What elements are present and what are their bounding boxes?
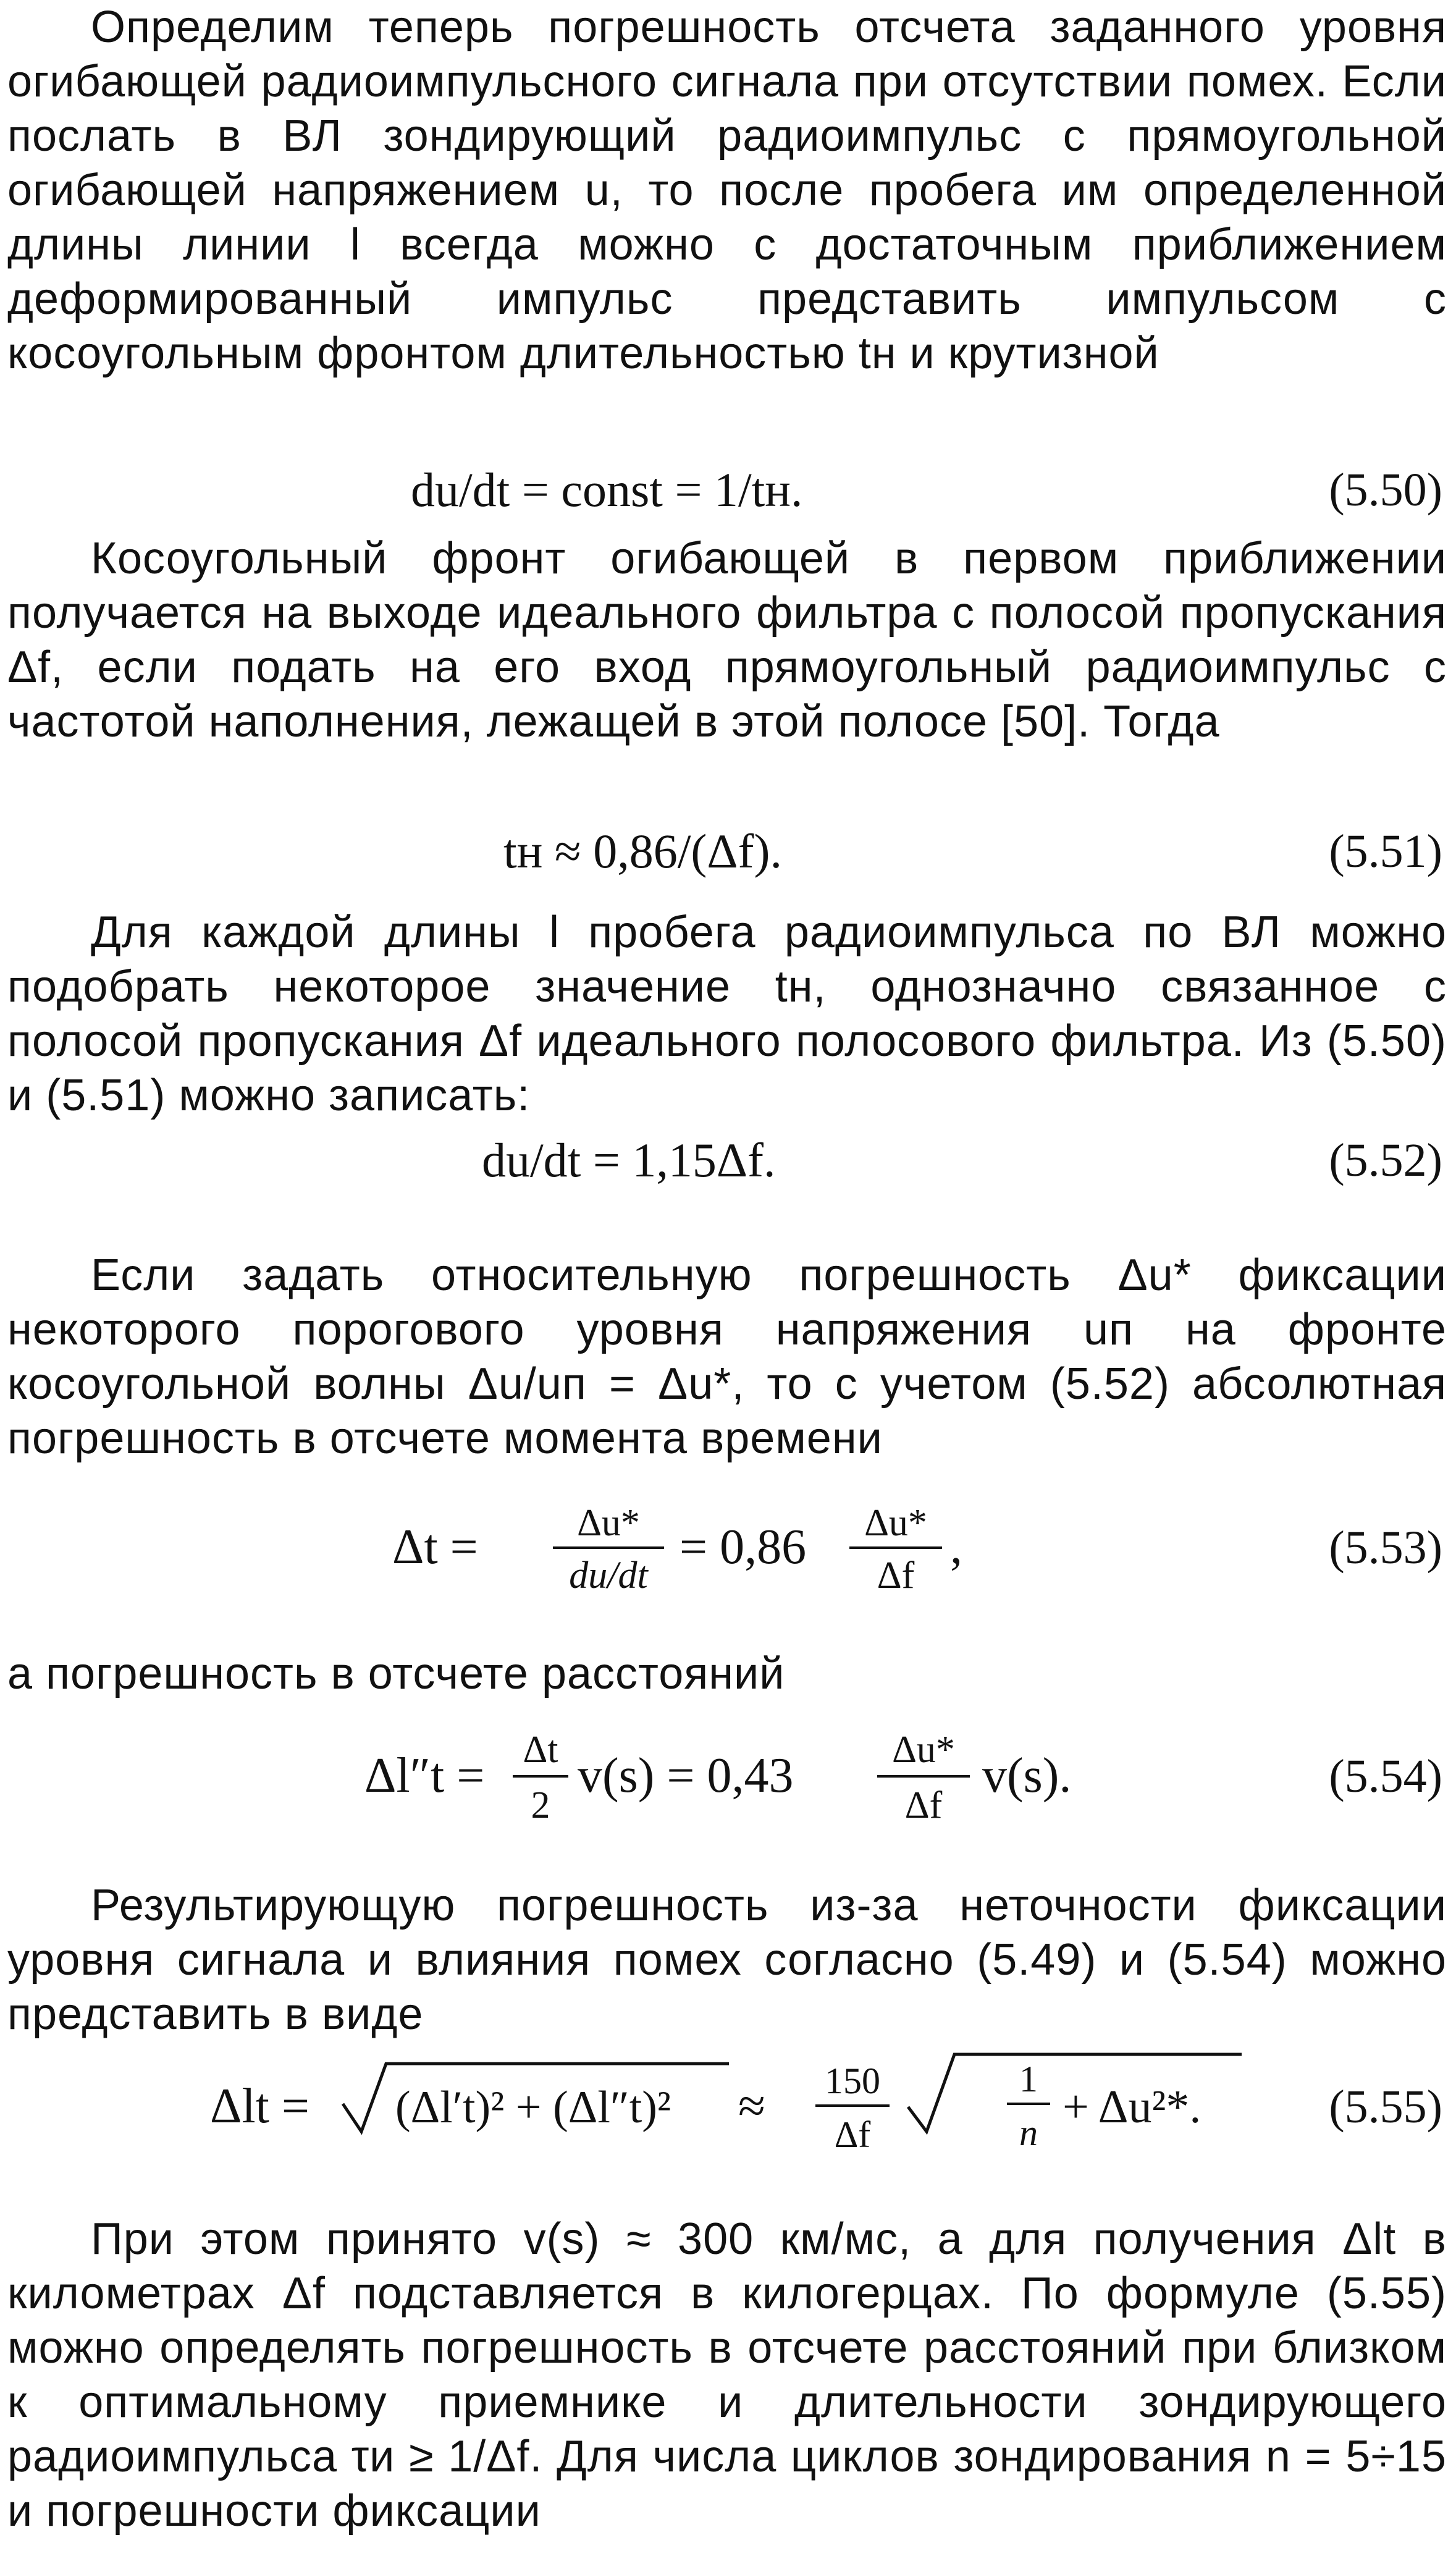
eq554-frac1-num: Δt	[523, 1729, 558, 1771]
eq554-lhs: Δl″t =	[364, 1749, 485, 1803]
equation-5-52-formula: du/dt = 1,15Δf.	[482, 1133, 776, 1187]
equation-5-55	[0, 2039, 1456, 2181]
eq555-inner-den: n	[1019, 2112, 1038, 2153]
equation-5-51-number: (5.51)	[1329, 825, 1442, 877]
eq554-frac2-num: Δu*	[892, 1729, 955, 1771]
equation-5-50-number: (5.50)	[1329, 464, 1442, 516]
eq553-lhs: Δt =	[392, 1520, 478, 1574]
eq554-frac1-den: 2	[531, 1784, 550, 1826]
eq555-sqrt1-content: (Δl′t)² + (Δl″t)²	[395, 2082, 671, 2133]
eq555-frac-den: Δf	[834, 2114, 871, 2155]
eq553-mid: = 0,86	[680, 1520, 807, 1574]
paragraph-front: Косоугольный фронт огибающей в первом приближении получается на выходе идеального фильтра с полосой пропускания Δf, если подать на его вход прямоугольный радиоимпульс с частотой наполнения, лежащей в этой полосе [50]. Тогда	[7, 534, 1447, 746]
equation-5-54	[0, 1711, 1456, 1860]
paragraph-intro: Определим теперь погрешность отсчета заданного уровня огибающей радиоимпульсного сигнала при отсутствии помех. Если послать в ВЛ зондирующий радиоимпульс с прямоугольной огибающей напряжением u, то после пробега им определенной длины линии l всегда можно с достаточным приближением деформированный импульс представить импульсом с косоугольным фронтом длительностью tн и крутизной	[7, 2, 1447, 378]
eq553-frac1-den: du/dt	[569, 1555, 648, 1597]
paragraph-length: Для каждой длины l пробега радиоимпульса по ВЛ можно подобрать некоторое значение tн, однозначно связанное с полосой пропускания Δf идеального полосового фильтра. Из (5.50) и (5.51) можно записать:	[7, 908, 1447, 1120]
equation-5-50	[0, 445, 1456, 531]
eq554-mid: v(s) = 0,43	[578, 1749, 794, 1803]
equation-5-52-number: (5.52)	[1329, 1134, 1442, 1186]
equation-5-50-formula: du/dt = const = 1/tн.	[411, 463, 803, 517]
eq553-frac1-num: Δu*	[577, 1502, 640, 1544]
eq555-lhs: Δlt =	[210, 2079, 310, 2133]
eq555-frac-num: 150	[825, 2061, 880, 2101]
equation-5-53	[0, 1483, 1456, 1625]
paragraph-conclusion: При этом принято v(s) ≈ 300 км/мс, а для получения Δlt в километрах Δf подставляется в килогерцах. По формуле (5.55) можно определять погрешность в отсчете расстояний при близком к оптимальному приемнике и длительности зондирующего радиоимпульса τи ≥ 1/Δf. Для числа циклов зондирования n = 5÷15 и погрешности фиксации	[7, 2214, 1447, 2536]
equation-5-51	[0, 806, 1456, 893]
eq554-frac2-den: Δf	[904, 1784, 943, 1826]
eq555-inner-num: 1	[1019, 2059, 1038, 2099]
eq554-tail: v(s).	[982, 1749, 1072, 1803]
eq553-number: (5.53)	[1329, 1522, 1442, 1574]
equation-5-52	[0, 1121, 1456, 1208]
eq555-approx: ≈	[738, 2079, 765, 2133]
eq554-number: (5.54)	[1329, 1750, 1442, 1802]
paragraph-distance-error: а погрешность в отсчете расстояний	[7, 1649, 785, 1698]
eq553-tail: ,	[950, 1520, 962, 1574]
equation-5-51-formula: tн ≈ 0,86/(Δf).	[503, 824, 782, 878]
eq553-frac2-den: Δf	[877, 1555, 915, 1597]
eq555-number: (5.55)	[1329, 2081, 1442, 2133]
eq553-frac2-num: Δu*	[864, 1502, 927, 1544]
eq555-inner-tail: + Δu²*.	[1063, 2081, 1201, 2133]
paragraph-relative-error: Если задать относительную погрешность Δu* фиксации некоторого порогового уровня напряжения uп на фронте косоугольной волны Δu/uп = Δu*, то с учетом (5.52) абсолютная погрешность в отсчете момента времени	[7, 1251, 1447, 1463]
paragraph-resulting-error: Результирующую погрешность из-за неточности фиксации уровня сигнала и влияния помех согласно (5.49) и (5.54) можно представить в виде	[7, 1881, 1447, 2039]
